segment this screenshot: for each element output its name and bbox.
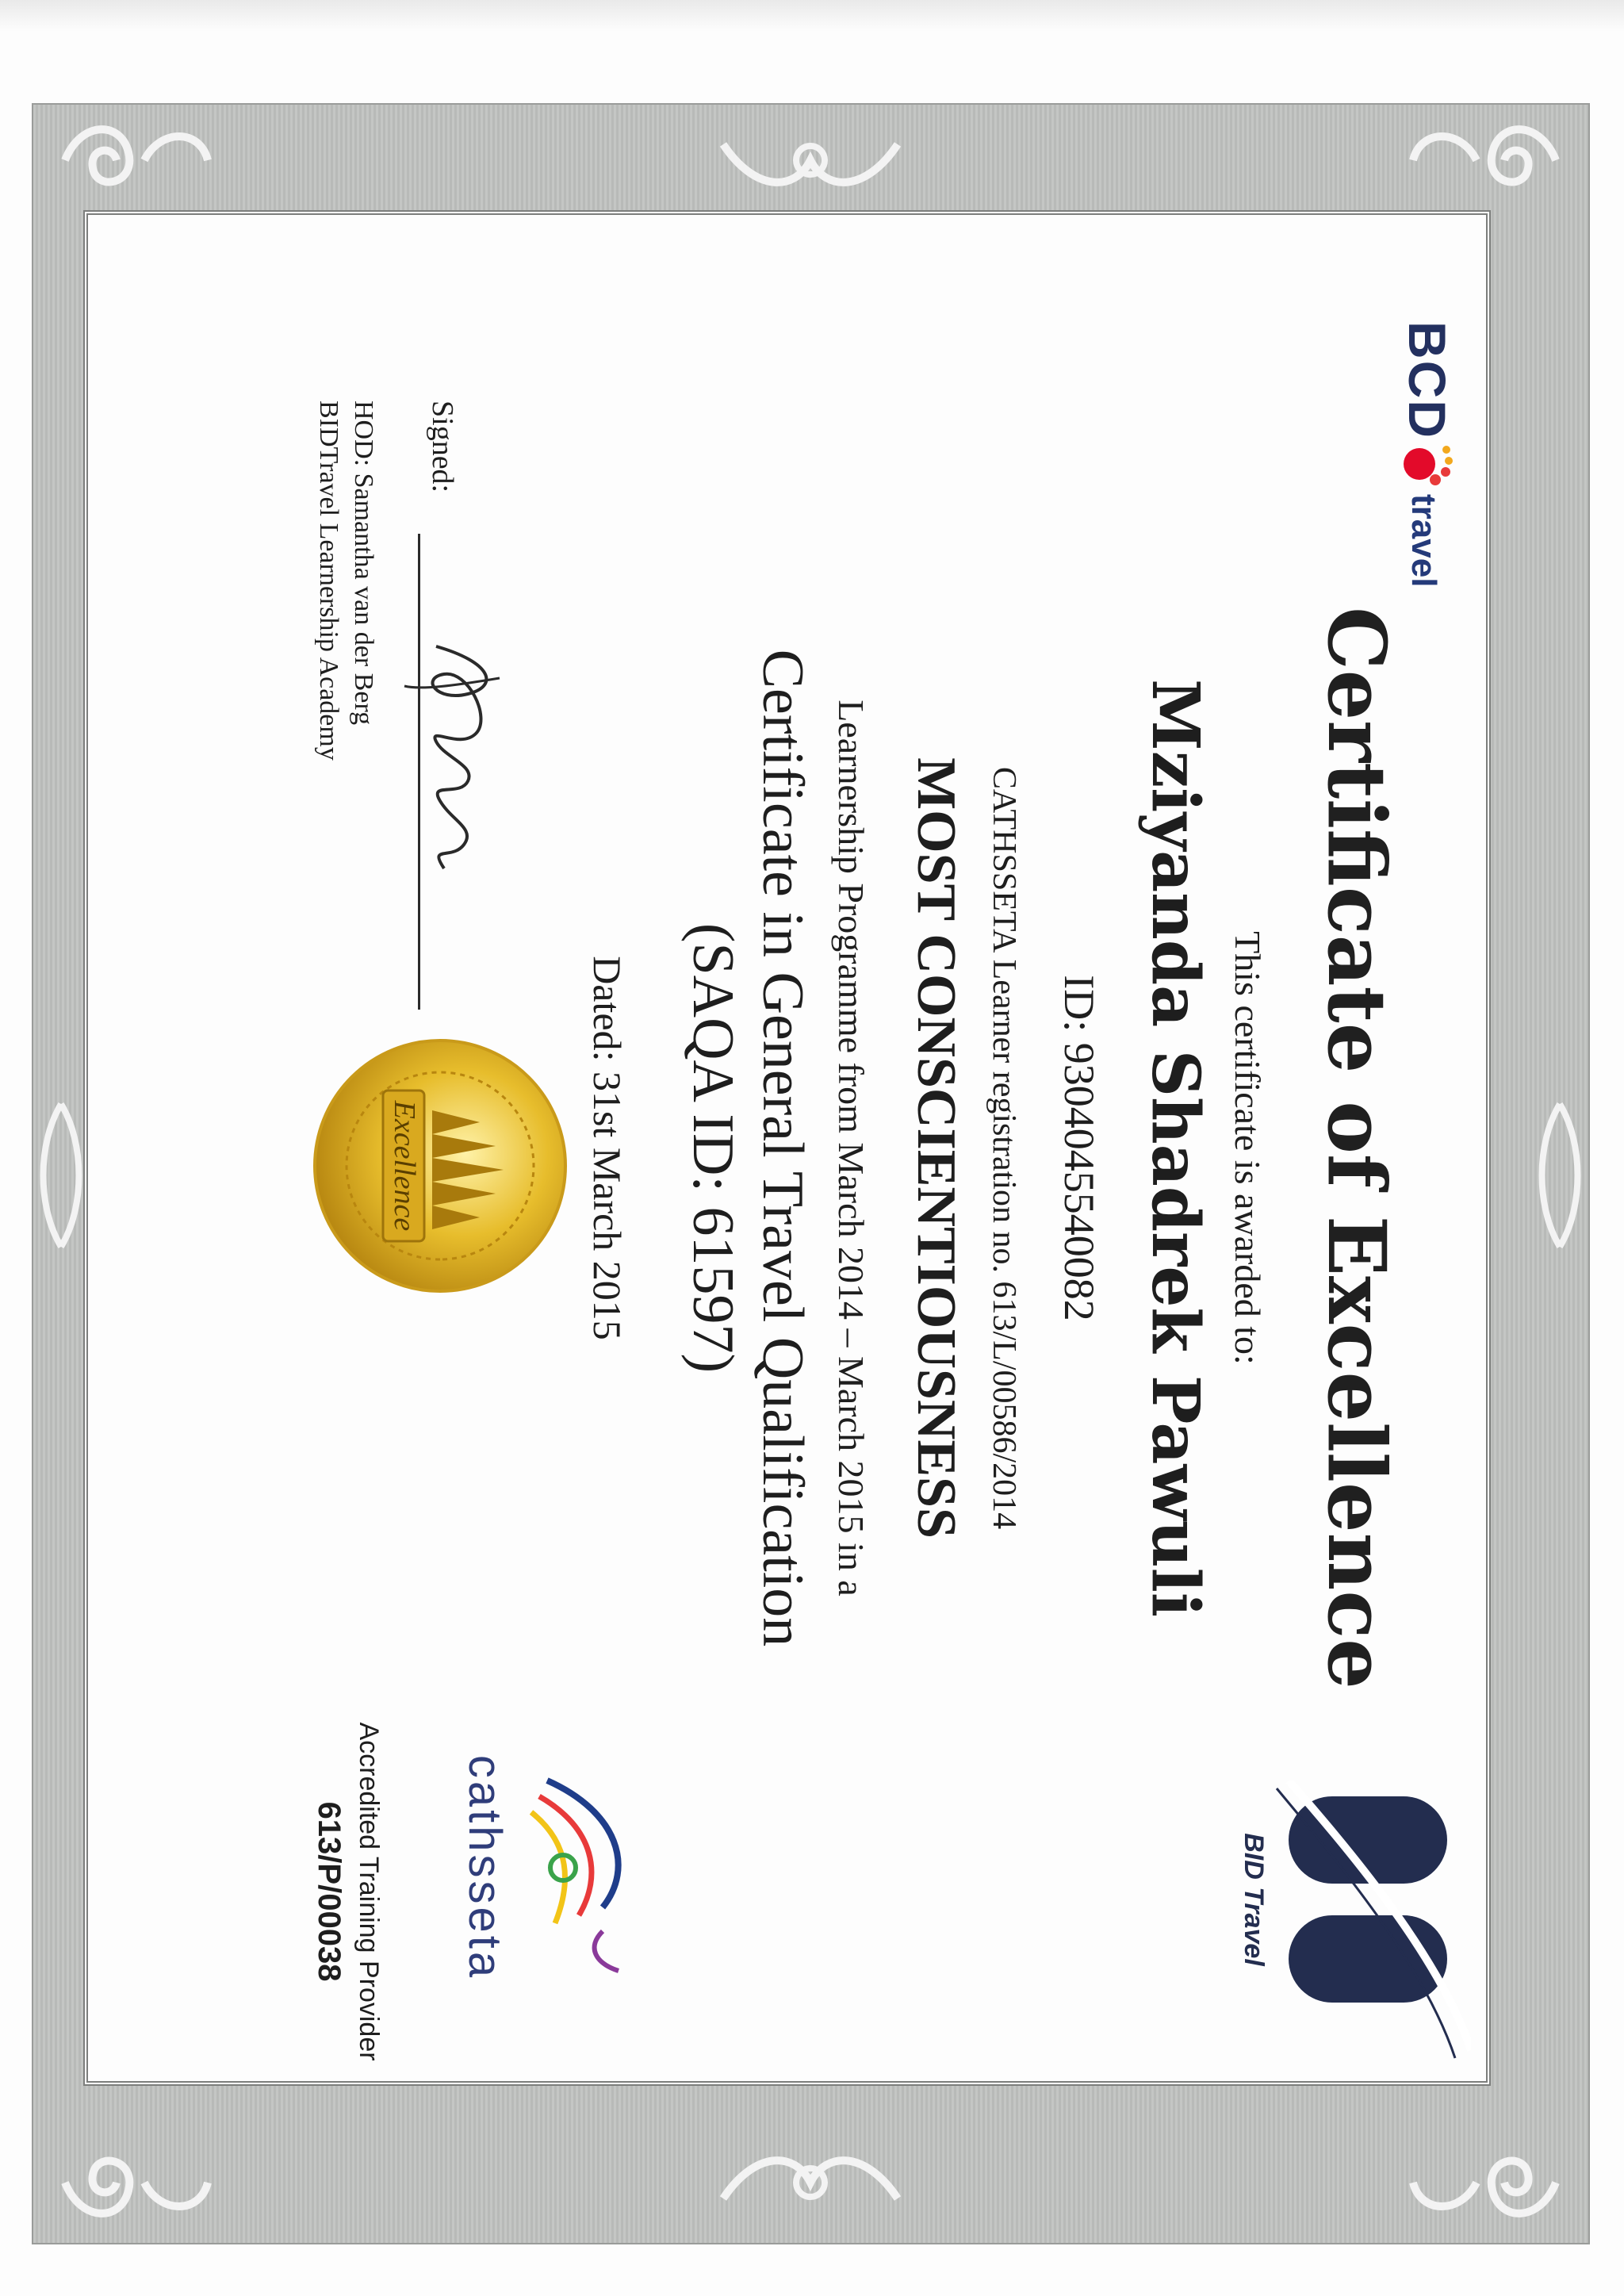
accreditation-label: Accredited Training Provider (354, 1722, 384, 2061)
signatory-block (311, 401, 381, 761)
top-right-ornament-icon (1397, 113, 1572, 208)
bottom-left-ornament-icon (49, 2135, 224, 2230)
bcd-logo-suffix: travel (1404, 494, 1443, 588)
saqa-id: (SAQA ID: 61597) (680, 922, 745, 1374)
left-edge-ornament-icon (37, 1096, 85, 1255)
signatory-organisation: BIDTravel Learnership Academy (314, 401, 343, 761)
award-category: MOST CONSCIENTIOUSNESS (906, 757, 967, 1539)
right-edge-ornament-icon (1536, 1096, 1584, 1255)
top-center-ornament-icon (707, 113, 914, 208)
certificate-title: Certificate of Excellence (1310, 607, 1404, 1689)
bid-travel-logo (1233, 1780, 1471, 2066)
bottom-center-ornament-icon (707, 2135, 914, 2230)
accreditation-number: 613/P/00038 (312, 1801, 347, 1982)
top-left-ornament-icon (49, 113, 224, 208)
cathsseta-swirl-icon (515, 1749, 650, 1987)
signature-line (418, 534, 420, 1010)
signature-icon (396, 631, 523, 892)
cathsseta-logo (452, 1749, 650, 1987)
programme-period: Learnership Programme from March 2014 – March 2015 in a (831, 700, 871, 1596)
bcd-travel-logo (1396, 321, 1459, 638)
bid-logo-text: BID Travel (1239, 1833, 1269, 1966)
cathsseta-wordmark: cathsseta (459, 1754, 511, 1981)
bid-travel-mark-icon (1273, 1780, 1471, 2066)
seal-text: Excellence (388, 1100, 421, 1232)
certificate-content (83, 210, 1491, 2086)
learner-registration: CATHSSETA Learner registration no. 613/L/00586/2014 (986, 766, 1022, 1530)
certificate-date: Dated: 31st March 2015 (585, 956, 630, 1340)
excellence-seal-icon (309, 1035, 571, 1297)
bcd-logo-word: BCD (1398, 321, 1457, 439)
bcd-dots-icon (1397, 440, 1453, 493)
recipient-name: Mziyanda Shadrek Pawuli (1137, 678, 1213, 1618)
signed-label: Signed: (426, 401, 459, 493)
bottom-right-ornament-icon (1397, 2135, 1572, 2230)
scan-edge-shadow (0, 0, 1624, 32)
recipient-id: ID: 9304045540082 (1055, 975, 1103, 1321)
accreditation-block (309, 1669, 389, 2114)
qualification-name: Certificate in General Travel Qualification (750, 649, 815, 1647)
signatory-hod: HOD: Samantha van der Berg (349, 401, 378, 726)
awarded-to-label: This certificate is awarded to: (1228, 931, 1268, 1365)
